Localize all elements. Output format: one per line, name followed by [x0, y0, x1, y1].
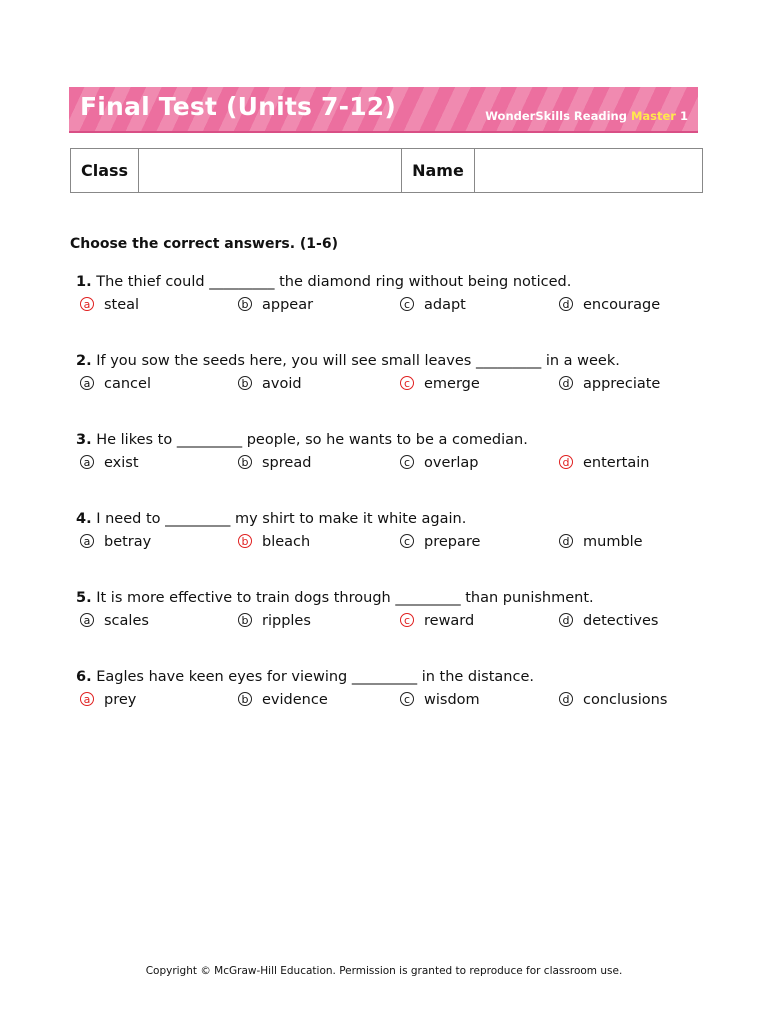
answer-options: [76, 294, 696, 316]
question-number: 3.: [76, 432, 92, 448]
option-text: appreciate: [583, 376, 661, 392]
option-d[interactable]: [555, 452, 649, 474]
option-text: detectives: [583, 613, 659, 629]
option-text: conclusions: [583, 692, 668, 708]
question-text: If you sow the seeds here, you will see small leaves _________ in a week.: [96, 353, 620, 369]
name-field[interactable]: [474, 149, 702, 193]
question-2: [76, 351, 696, 395]
option-b[interactable]: [234, 452, 311, 474]
question-number: 6.: [76, 669, 92, 685]
question-stem: [76, 430, 696, 450]
option-letter-circle: a: [80, 455, 94, 469]
question-6: [76, 667, 696, 711]
option-c[interactable]: [396, 689, 480, 711]
question-5: [76, 588, 696, 632]
brand-label: [485, 109, 688, 123]
option-letter-circle: d: [559, 455, 573, 469]
option-letter-circle: b: [238, 692, 252, 706]
option-letter-circle: b: [238, 455, 252, 469]
option-b[interactable]: [234, 373, 302, 395]
answer-options: [76, 531, 696, 553]
option-c[interactable]: [396, 610, 474, 632]
option-text: evidence: [262, 692, 328, 708]
option-letter-circle: a: [80, 534, 94, 548]
option-c[interactable]: [396, 452, 478, 474]
option-d[interactable]: [555, 689, 667, 711]
class-label: Class: [71, 149, 139, 193]
section-heading: Choose the correct answers. (1-6): [70, 236, 338, 252]
answer-options: [76, 689, 696, 711]
question-text: The thief could _________ the diamond ring without being noticed.: [96, 274, 572, 290]
question-number: 5.: [76, 590, 92, 606]
option-letter-circle: b: [238, 613, 252, 627]
option-text: cancel: [104, 376, 151, 392]
option-text: steal: [104, 297, 140, 313]
option-text: betray: [104, 534, 152, 550]
option-a[interactable]: [76, 452, 139, 474]
option-letter-circle: b: [238, 534, 252, 548]
option-text: appear: [262, 297, 314, 313]
option-text: reward: [424, 613, 475, 629]
question-text: It is more effective to train dogs through _________ than punishment.: [96, 590, 594, 606]
option-letter-circle: d: [559, 692, 573, 706]
copyright-footer: Copyright © McGraw-Hill Education. Permission is granted to reproduce for classroom use.: [145, 965, 623, 977]
option-a[interactable]: [76, 689, 136, 711]
option-a[interactable]: [76, 531, 151, 553]
option-letter-circle: d: [559, 534, 573, 548]
option-text: adapt: [424, 297, 466, 313]
question-number: 1.: [76, 274, 92, 290]
brand-prefix: WonderSkills Reading: [485, 109, 631, 123]
option-letter-circle: c: [400, 613, 414, 627]
option-text: prey: [104, 692, 137, 708]
option-b[interactable]: [234, 531, 310, 553]
option-text: overlap: [424, 455, 479, 471]
question-text: I need to _________ my shirt to make it white again.: [96, 511, 467, 527]
question-stem: [76, 509, 696, 529]
question-stem: [76, 351, 696, 371]
option-a[interactable]: [76, 373, 151, 395]
option-c[interactable]: [396, 294, 466, 316]
option-text: emerge: [424, 376, 480, 392]
option-letter-circle: c: [400, 692, 414, 706]
option-letter-circle: b: [238, 376, 252, 390]
option-d[interactable]: [555, 373, 660, 395]
name-label: Name: [402, 149, 475, 193]
question-stem: [76, 588, 696, 608]
option-text: bleach: [262, 534, 311, 550]
option-text: exist: [104, 455, 139, 471]
test-title: Final Test (Units 7-12): [80, 92, 397, 121]
question-stem: [76, 667, 696, 687]
option-letter-circle: d: [559, 613, 573, 627]
option-d[interactable]: [555, 610, 658, 632]
answer-options: [76, 452, 696, 474]
option-letter-circle: d: [559, 297, 573, 311]
option-text: mumble: [583, 534, 643, 550]
option-d[interactable]: [555, 531, 643, 553]
class-name-table: [70, 148, 703, 193]
option-d[interactable]: [555, 294, 660, 316]
option-letter-circle: c: [400, 297, 414, 311]
brand-accent: Master: [630, 109, 676, 123]
question-1: [76, 272, 696, 316]
option-a[interactable]: [76, 294, 139, 316]
option-text: scales: [104, 613, 149, 629]
option-text: avoid: [262, 376, 302, 392]
question-text: He likes to _________ people, so he wants to be a comedian.: [96, 432, 528, 448]
option-letter-circle: c: [400, 376, 414, 390]
option-letter-circle: b: [238, 297, 252, 311]
option-c[interactable]: [396, 531, 480, 553]
option-letter-circle: a: [80, 613, 94, 627]
option-letter-circle: a: [80, 692, 94, 706]
question-number: 4.: [76, 511, 92, 527]
option-b[interactable]: [234, 689, 328, 711]
question-number: 2.: [76, 353, 92, 369]
option-b[interactable]: [234, 610, 311, 632]
title-banner: [69, 87, 698, 133]
option-text: ripples: [262, 613, 311, 629]
option-text: wisdom: [424, 692, 480, 708]
option-letter-circle: c: [400, 455, 414, 469]
option-a[interactable]: [76, 610, 149, 632]
option-b[interactable]: [234, 294, 313, 316]
class-field[interactable]: [139, 149, 402, 193]
option-letter-circle: d: [559, 376, 573, 390]
question-3: [76, 430, 696, 474]
brand-suffix: 1: [675, 109, 688, 123]
question-text: Eagles have keen eyes for viewing _________ in the distance.: [96, 669, 534, 685]
option-text: spread: [262, 455, 312, 471]
option-text: entertain: [583, 455, 650, 471]
option-c[interactable]: [396, 373, 480, 395]
answer-options: [76, 373, 696, 395]
question-stem: [76, 272, 696, 292]
option-letter-circle: c: [400, 534, 414, 548]
question-4: [76, 509, 696, 553]
option-text: encourage: [583, 297, 661, 313]
option-letter-circle: a: [80, 376, 94, 390]
option-letter-circle: a: [80, 297, 94, 311]
option-text: prepare: [424, 534, 481, 550]
answer-options: [76, 610, 696, 632]
